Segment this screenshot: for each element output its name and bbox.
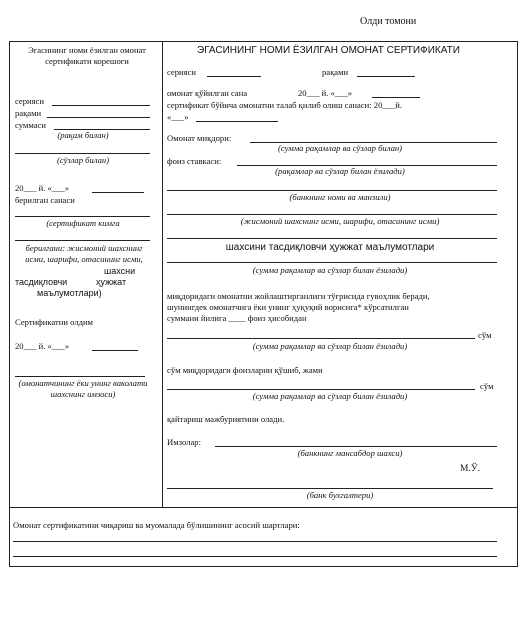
main-accountant-caption: (банк бухгалтери) [306,490,374,500]
main-bank-caption: (банкнинг номи ва манзили) [289,192,391,202]
main-series-line [207,76,261,77]
main-title: ЭГАСИНИНГ НОМИ ЁЗИЛГАН ОМОНАТ СЕРТИФИКАТИ [197,45,460,56]
main-person-caption: (жисмоний шахснинг исми, шарифи, отасининг исми) [240,216,440,226]
conditions-frame [9,507,518,567]
main-accountant-line [167,488,493,489]
main-manager-caption: (банкнинг мансабдор шахси) [297,448,403,458]
stub-date-issued-rule [92,192,144,193]
conditions-line-1 [13,541,497,542]
stub-given-caption-italic: берилгани: жисмоний шахснинг исми, шарифи, отасининг исми, [25,243,143,264]
main-deposit-date-rule [372,97,420,98]
main-series-label: серияси [167,67,196,77]
stub-cert-to-line [15,216,150,217]
main-sum-caption-3: (сумма рақамлар ва сўзлар билан ёзилади) [252,391,408,401]
main-rate-label: фоиз ставкаси: [167,156,222,166]
main-signatures-label: Имзолар: [167,437,201,447]
main-amount-label: Омонат миқдори: [167,133,232,143]
main-paragraph-line1: миқдоридаги омонатни жойлаштирганлиги тўғрисида гувоҳлик беради, [167,291,430,301]
main-sum-line-2 [167,338,475,339]
main-claim-date-line: «___» [167,112,189,122]
stub-signature-caption: (омонатчининг ёки унинг ваколати шахснинг имзоси) [18,378,148,399]
stub-date-issued-label: берилган санаси [15,195,75,205]
stub-given-word-3: ҳужжат [96,277,127,287]
stub-amount-words-line [15,153,150,154]
stub-received-date-rule [92,350,138,351]
main-id-doc-line-top [167,238,497,239]
stub-given-word-1: шахсни [104,266,136,276]
main-number-line [357,76,415,77]
stub-cert-to-caption: (сертификат кимга [46,218,120,228]
main-rate-caption: (рақамлар ва сўзлар билан ёзилади) [275,166,405,176]
main-sum-suffix-1: сўм [478,330,492,340]
main-sum-line-3 [167,389,475,390]
stub-signature-line [15,376,145,377]
conditions-line-2 [13,556,497,557]
main-number-label: рақами [322,67,349,77]
main-bank-line [167,190,497,191]
stub-given-word-2: тасдиқловчи [15,277,68,287]
main-sum-line-1 [167,262,497,263]
main-seal-label: М.Ў. [460,464,480,474]
main-deposit-date-label: омонат қўйилган сана [167,88,248,98]
main-sum-suffix-2: сўм [480,381,494,391]
stub-divider [162,41,163,508]
main-deposit-date-line: 20___ й. «___» [298,88,353,98]
stub-given-line [15,240,150,241]
main-sum-caption-2: (сумма рақамлар ва сўзлар билан ёзилади) [252,341,408,351]
main-paragraph-line3: суммани йилига ____ фоиз ҳисобидан [167,313,307,323]
stub-received-date: 20___ й. «___» [15,341,70,351]
main-return-text: қайтариш мажбуриятини олади. [167,414,285,424]
side-label: Олди томони [360,16,417,27]
conditions-label: Омонат сертификатини чиқариш ва муомалада бўлишининг асосий шартлари: [13,520,300,530]
main-id-doc-text: шахсини тасдиқловчи ҳужжат маълумотлари [225,242,435,253]
main-claim-date-rule [196,121,278,122]
main-person-line [167,214,497,215]
main-manager-signature-line [215,446,497,447]
stub-title: Эгасининг номи ёзилган омонат сертификати корешоги [28,45,146,66]
stub-date-issued-line: 20___ й. «___» [15,183,70,193]
main-paragraph-line2: шунингдек омонатчига ёки унинг ҳуқуқий ворисига* кўрсатилган [167,302,409,312]
stub-amount-caption-digits: (рақам билан) [57,130,109,140]
stub-number-line [47,117,150,118]
stub-amount-caption-words: (сўзлар билан) [56,155,110,165]
main-interest-label: сўм миқдоридаги фоизларни қўшиб, жами [167,365,323,375]
stub-series-label: серияси [15,96,44,106]
main-sum-caption-1: (сумма рақамлар ва сўзлар билан ёзилади) [252,265,408,275]
stub-series-line [52,105,150,106]
stub-received-label: Сертификатни олдим [15,317,93,327]
stub-given-word-4: маълумотлари) [37,288,102,298]
main-amount-caption: (сумма рақамлар ва сўзлар билан) [278,143,402,153]
stub-number-label: рақами [15,108,42,118]
main-claim-date-label: сертификат бўйича омонатни талаб қилиб олиш санаси: 20___й. [167,100,403,110]
stub-amount-label: суммаси [15,120,46,130]
